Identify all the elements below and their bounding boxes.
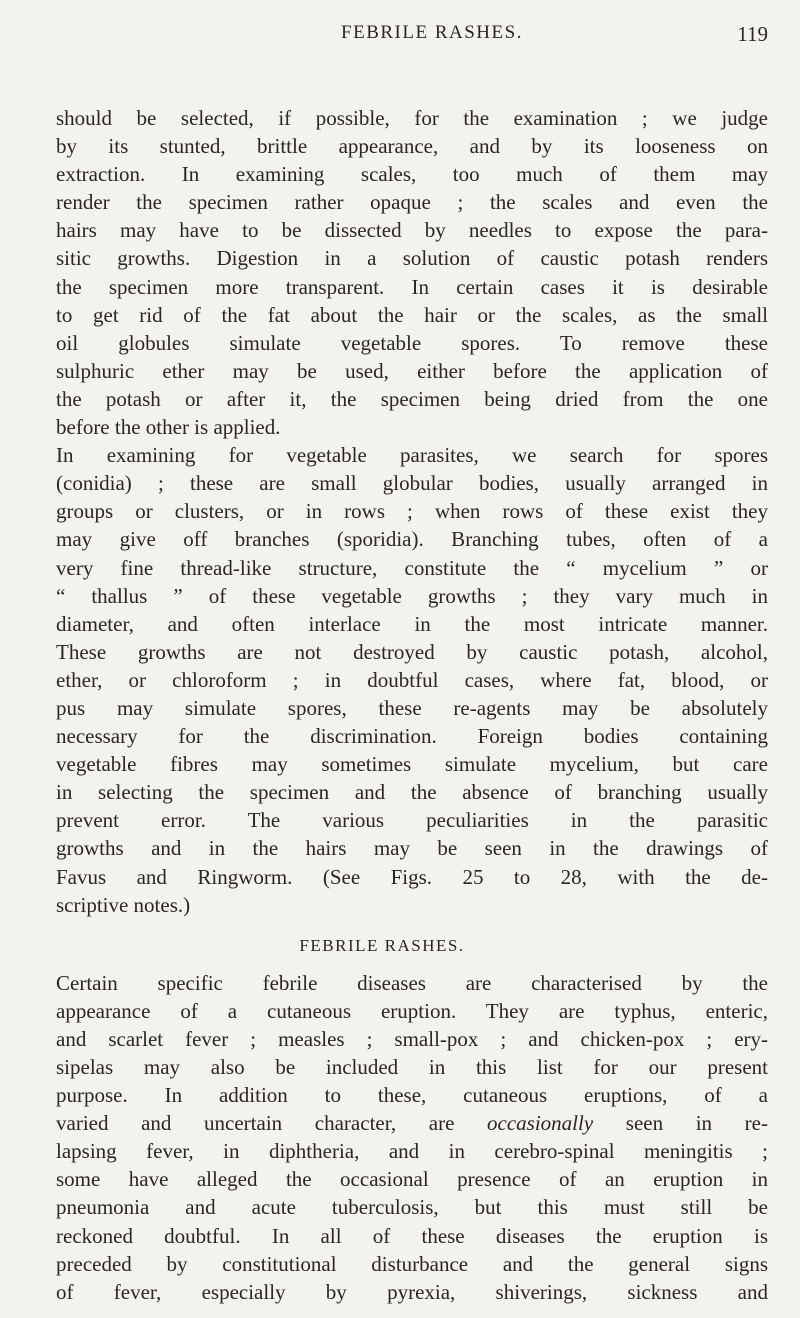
text-line-with-italic: [56, 1109, 768, 1137]
text-line: reckoned doubtful. In all of these diseases the eruption is: [56, 1223, 768, 1248]
running-title: FEBRILE RASHES.: [341, 22, 523, 43]
text-line: before the other is applied.: [56, 415, 281, 440]
text-line: lapsing fever, in diphtheria, and in cerebro-spinal meningitis ;: [56, 1139, 768, 1164]
text-line: hairs may have to be dissected by needles to expose the para-: [56, 218, 768, 243]
paragraph-febrile-rashes: [56, 969, 768, 1306]
text-line: some have alleged the occasional presence of an eruption in: [56, 1167, 768, 1192]
text-line: (conidia) ; these are small globular bodies, usually arranged in: [56, 471, 768, 496]
section-heading: FEBRILE RASHES.: [299, 935, 465, 955]
text-line: sulphuric ether may be used, either before the application of: [56, 358, 768, 383]
running-head: [96, 22, 768, 52]
text-line: scriptive notes.): [56, 892, 191, 917]
text-line: sipelas may also be included in this list for our present: [56, 1055, 768, 1079]
text-line: pus may simulate spores, these re-agents may be absolutely: [56, 695, 768, 720]
italic-word: occasionally: [487, 1111, 594, 1136]
text-line: of fever, especially by pyrexia, shiverings, sickness and: [56, 1279, 768, 1304]
text-line: very fine thread-like structure, constitute the “ mycelium ” or: [56, 555, 768, 580]
text-line: and scarlet fever ; measles ; small-pox ; and chicken-pox ; ery-: [56, 1026, 768, 1051]
text-line: These growths are not destroyed by caustic potash, alcohol,: [56, 639, 768, 664]
text-line: by its stunted, brittle appearance, and by its looseness on: [56, 134, 768, 159]
text-line: extraction. In examining scales, too much of them may: [56, 162, 768, 187]
text-line: Favus and Ringworm. (See Figs. 25 to 28, with the de-: [56, 864, 768, 889]
text-line: the specimen more transparent. In certain cases it is desirable: [56, 274, 768, 299]
text-line: the potash or after it, the specimen being dried from the one: [56, 386, 768, 411]
text-line: diameter, and often interlace in the most intricate manner.: [56, 611, 768, 636]
text-line: In examining for vegetable parasites, we search for spores: [56, 443, 768, 468]
text-line: pneumonia and acute tuberculosis, but this must still be: [56, 1195, 768, 1220]
text-line: appearance of a cutaneous eruption. They are typhus, enteric,: [56, 998, 768, 1023]
text-line: vegetable fibres may sometimes simulate mycelium, but care: [56, 752, 768, 777]
text-line: purpose. In addition to these, cutaneous eruptions, of a: [56, 1083, 768, 1108]
text-line: groups or clusters, or in rows ; when rows of these exist they: [56, 499, 768, 524]
text-line: prevent error. The various peculiarities in the parasitic: [56, 808, 768, 833]
text-line: should be selected, if possible, for the examination ; we judge: [56, 106, 768, 130]
text-line: in selecting the specimen and the absence of branching usually: [56, 780, 768, 805]
text-line: necessary for the discrimination. Foreign bodies containing: [56, 724, 768, 749]
text-line: to get rid of the fat about the hair or the scales, as the small: [56, 302, 768, 327]
text-line: sitic growths. Digestion in a solution of caustic potash renders: [56, 246, 768, 271]
page-number: 119: [737, 22, 768, 46]
body-text: [56, 104, 768, 1306]
text-line: “ thallus ” of these vegetable growths ; they vary much in: [56, 583, 768, 608]
line-segment: varied and uncertain character, are: [56, 1111, 488, 1136]
paragraph-vegetable-parasites: [56, 441, 768, 919]
text-line: oil globules simulate vegetable spores. To remove these: [56, 330, 768, 355]
paragraph-specimen-examination: [56, 104, 768, 441]
text-line: may give off branches (sporidia). Branching tubes, often of a: [56, 527, 768, 552]
text-line: preceded by constitutional disturbance and the general signs: [56, 1251, 768, 1276]
text-line: Certain specific febrile diseases are characterised by the: [56, 970, 768, 995]
text-line: render the specimen rather opaque ; the scales and even the: [56, 190, 768, 215]
line-segment: seen in re-: [593, 1111, 768, 1136]
text-line: ether, or chloroform ; in doubtful cases, where fat, blood, or: [56, 667, 768, 692]
text-line: growths and in the hairs may be seen in the drawings of: [56, 836, 768, 861]
